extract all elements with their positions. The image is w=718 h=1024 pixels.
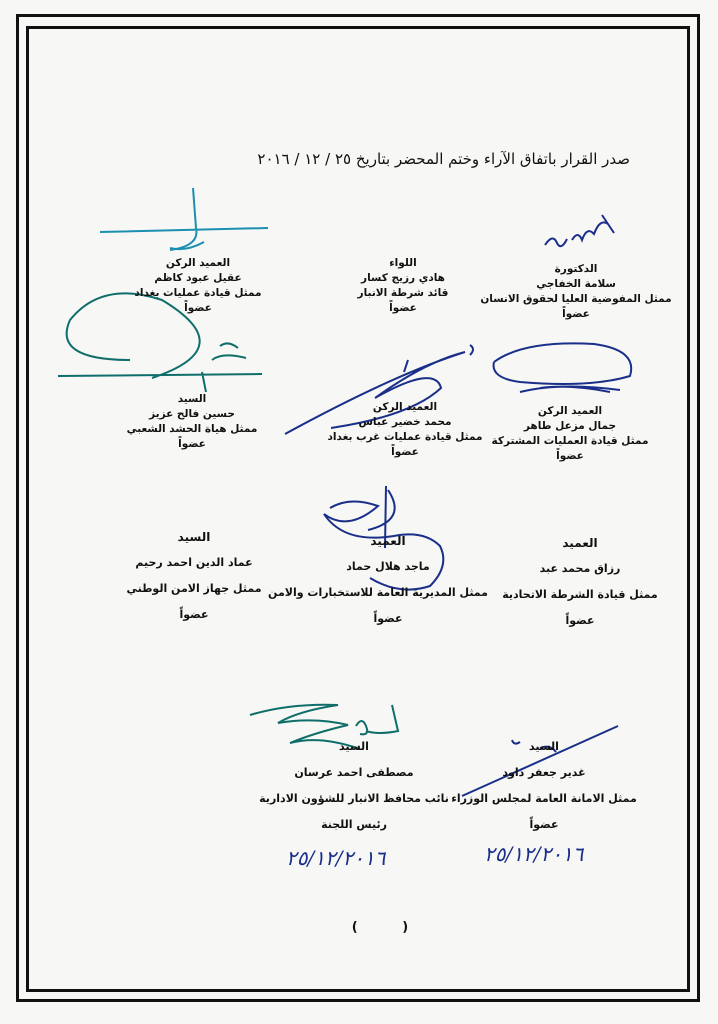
member-block-8 — [268, 528, 488, 632]
decision-line: صدر القرار باتفاق الآراء وختم المحضر بتاريخ ٢٥ / ١٢ / ٢٠١٦ — [257, 150, 630, 168]
member-name: مصطفى احمد عرسان — [294, 766, 414, 779]
member-block-3 — [98, 256, 298, 316]
member-status: عضواً — [529, 818, 559, 831]
member-rank: السيد — [529, 740, 559, 753]
member-status: عضواً — [389, 302, 417, 314]
member-role: ممثل الامانة العامة لمجلس الوزراء — [451, 792, 637, 805]
member-role: ممثل جهاز الامن الوطني — [126, 582, 262, 595]
member-rank: اللواء — [389, 257, 417, 269]
member-name: ماجد هلال حماد — [346, 560, 430, 573]
member-role: ممثل قيادة عمليات بغداد — [134, 287, 262, 299]
member-status: عضواً — [391, 446, 419, 458]
member-rank: العميد الركن — [165, 257, 231, 269]
member-rank: العميد الركن — [537, 405, 603, 417]
member-block-6 — [92, 392, 292, 452]
member-rank: السيد — [177, 393, 207, 405]
member-block-5 — [305, 400, 505, 460]
member-rank: العميد — [370, 534, 406, 548]
member-rank: العميد — [562, 536, 598, 550]
member-role: ممثل المديرية العامة للاستخبارات والامن — [268, 586, 488, 599]
member-status: عضواً — [179, 608, 209, 621]
member-name: غدير جعفر داود — [502, 766, 586, 779]
member-block-7 — [480, 530, 680, 634]
member-block-1 — [476, 262, 676, 322]
member-name: عماد الدين احمد رحيم — [135, 556, 253, 569]
member-role: ممثل المفوضية العليا لحقوق الانسان — [480, 293, 672, 305]
member-block-2 — [303, 256, 503, 316]
member-rank: السيد — [177, 530, 211, 544]
member-status: عضواً — [184, 302, 212, 314]
member-status: عضواً — [373, 612, 403, 625]
member-block-9 — [94, 524, 294, 628]
member-name: جمال مزعل طاهر — [523, 420, 617, 432]
member-name: عقيل عبود كاظم — [154, 272, 242, 284]
member-status: عضواً — [556, 450, 584, 462]
member-rank: العميد الركن — [372, 401, 438, 413]
member-role: ممثل قيادة العمليات المشتركة — [491, 435, 649, 447]
member-role: قائد شرطة الانبار — [357, 287, 449, 299]
member-name: سلامة الخفاجي — [536, 278, 616, 290]
member-name: محمد خضير عباس — [358, 416, 452, 428]
member-role: ممثل هياة الحشد الشعبي — [126, 423, 258, 435]
member-rank: السيد — [339, 740, 369, 753]
member-status: رئيس اللجنة — [321, 818, 387, 831]
member-block-10 — [444, 734, 644, 838]
handwritten-date-right: ٢٥/١٢/٢٠١٦ — [484, 842, 584, 866]
page-number: ( ) — [351, 920, 409, 935]
member-status: عضواً — [565, 614, 595, 627]
member-name: رزاق محمد عبد — [539, 562, 621, 575]
member-name: هادي رزيج كسار — [361, 272, 445, 284]
member-name: حسين فالح عزيز — [149, 408, 235, 420]
handwritten-date-left: ٢٥/١٢/٢٠١٦ — [286, 846, 386, 870]
member-role: نائب محافظ الانبار للشؤون الادارية — [259, 792, 449, 805]
member-block-chair — [254, 734, 454, 838]
member-status: عضواً — [562, 308, 590, 320]
member-rank: الدكتورة — [554, 263, 598, 275]
member-status: عضواً — [178, 438, 206, 450]
member-role: ممثل قيادة الشرطة الاتحادية — [502, 588, 658, 601]
member-role: ممثل قيادة عمليات غرب بغداد — [327, 431, 483, 443]
